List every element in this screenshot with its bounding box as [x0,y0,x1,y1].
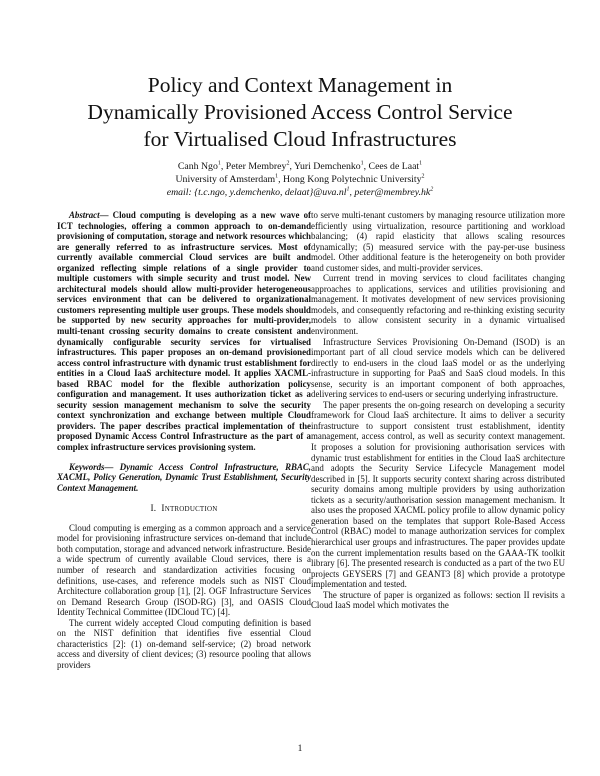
body-paragraph: The current widely accepted Cloud computing definition is based on the NIST definition that identifies five essential Cloud characteristics [2]: (1) on-demand self-service; (2) broad network access and diversity of client devices; (3) resource pooling that allows providers [57,617,311,670]
abstract [57,210,311,453]
author-names: Canh Ngo$^1$, Peter Membrey$^2$, Yuri Demchenko$^1$, Cees de Laat$^1$ [177,160,423,172]
affiliation-mark: 1 [275,173,279,180]
author-affiliation-mark: 1 [217,160,221,167]
author-name: Canh Ngo [177,161,218,172]
author-affiliation-mark: 2 [286,160,290,167]
title-line-2: Dynamically Provisioned Access Control Service [87,100,513,124]
left-column [57,210,311,670]
title-line-3: for Virtualised Cloud Infrastructures [143,127,457,151]
author-name: Yuri Demchenko [293,161,361,172]
section-title: Introduction [161,504,218,515]
abstract-label: Abstract [69,210,100,220]
section-number: I. [150,504,157,515]
author-block [60,160,540,199]
author-affiliations [60,173,540,186]
affiliation-separator: , [278,174,283,185]
keywords-label: Keywords [69,461,105,472]
keywords [57,462,311,494]
body-paragraph: The structure of paper is organized as follows: section II revisits a Cloud IaaS model which motivates the [311,589,565,611]
author-emails [60,186,540,199]
page-number: 1 [297,744,303,754]
author-affiliation-mark: 1 [360,160,364,167]
body-paragraph: to serve multi-tenant customers by managing resource utilization more efficiently using virtualization, resource partitioning and workload balancing; (4) rapid elasticity that allows scaling resources dynamically; (5) measured service with the pay-per-use business model. Other additional feature is the heterogeneity on both provider and customer sides, and multi-provider services. [311,210,565,273]
email-mark: 2 [430,186,434,193]
title-line-1: Policy and Context Management in [147,73,453,97]
author-name: Peter Membrey [225,161,287,172]
author-affiliation-mark: 1 [419,160,423,167]
email-mark: 1 [346,186,350,193]
affiliation-mark: 2 [421,173,425,180]
body-paragraph: Infrastructure Services Provisioning On-Demand (ISOD) is an important part of all cloud service models which can be delivered directly to end-users in the cloud IaaS model or as the underlying infrastructure in supporting for PaaS and SaaS cloud models. In this sense, security is an important component of both approaches, delivering services to end-users or securing underlying infrastructure. [311,336,565,400]
paper-title [40,72,560,153]
right-column [311,210,565,611]
body-paragraph: Current trend in moving services to cloud facilitates changing approaches to applications, services and utilities provisioning and management. It motivates development of new services provisioning models, and consequently refactoring and re-thinking existing security models to allow consistent security in a dynamic virtualised environment. [311,273,565,337]
email-1: email: {t.c.ngo, y.demchenko, delaat}@uva.nl [166,187,347,198]
affiliation-2: Hong Kong Polytechnic University [282,174,422,185]
body-paragraph: Cloud computing is emerging as a common approach and a service model for provisioning infrastructure services on-demand that include both computation, storage and advanced network infrastructure. Beside a wide spectrum of currently available Cloud services, there is a number of research and standardization activities focusing on definitions, use-cases, and reference models such as NIST Cloud Architecture collaboration group [1], [2]. OGF Infrastructure Services on Demand Research Group (ISOD-RG) [3], and OASIS Cloud Identity Technical Committee (IDCloud TC) [4]. [57,522,311,618]
email-2: , peter@membrey.hk [349,187,431,198]
section-heading [57,504,311,515]
abstract-text: — Cloud computing is developing as a new wave of ICT technologies, offering a common approach to on-demand provisioning of computation, storage and network resources which are generally referred to as infrastructure services. Most of currently available commercial Cloud services are built and organized reflecting simple relations of a single provider to multiple customers with simple security and trust model. New architectural models should allow multi-provider heterogeneous services environment that can be delivered to organizational customers representing multiple user groups. These models should be supported by new security approaches for multi-provider, multi-tenant crossing security domains to create consistent and dynamically configurable security services for virtualised infrastructures. This paper proposes an on-demand provisioned access control infrastructure with dynamic trust establishment for entities in a Cloud IaaS architecture model. It applies XACML-based RBAC model for the flexible authorization policy configuration and management. It uses authorization ticket as a security session management mechanism to solve the security context synchronization and exchange between multiple Cloud providers. The paper describes practical implementation of the proposed Dynamic Access Control Infrastructure as the part of a complex infrastructure services provisioning system. [57,210,311,453]
body-paragraph: The paper presents the on-going research on developing a security framework for Cloud IaaS architecture. It aims to deliver a security infrastructure to support consistent trust establishment, identity management, access control, as well as security context management. It proposes a solution for provisioning authorisation services with dynamic trust establishment for entities in the Cloud IaaS architecture and adopts the Security Service Lifecycle Management model described in [5]. It supports security context sharing across distributed security domains among multiple providers by using authorization tickets as a security/authorisation session management mechanism. It also uses the proposed XACML policy profile to allow dynamic policy generation based on the templates that support Role-Based Access Control (RBAC) model to manage authorization services for complex hierarchical user groups and infrastructures. The paper provides update on the current implementation results based on the GAAA-TK toolkit library [6]. The presented research is conducted as a part of the two EU projects GEYSERS [7] and GEANT3 [8] which provide a prototype implementation and tested. [311,399,565,590]
affiliation-1: University of Amsterdam [175,174,276,185]
author-name: Cees de Laat [368,161,420,172]
keywords-text: — Dynamic Access Control Infrastructure, RBAC, XACML, Policy Generation, Dynamic Trust Establishment, Security Context Management. [57,461,311,493]
